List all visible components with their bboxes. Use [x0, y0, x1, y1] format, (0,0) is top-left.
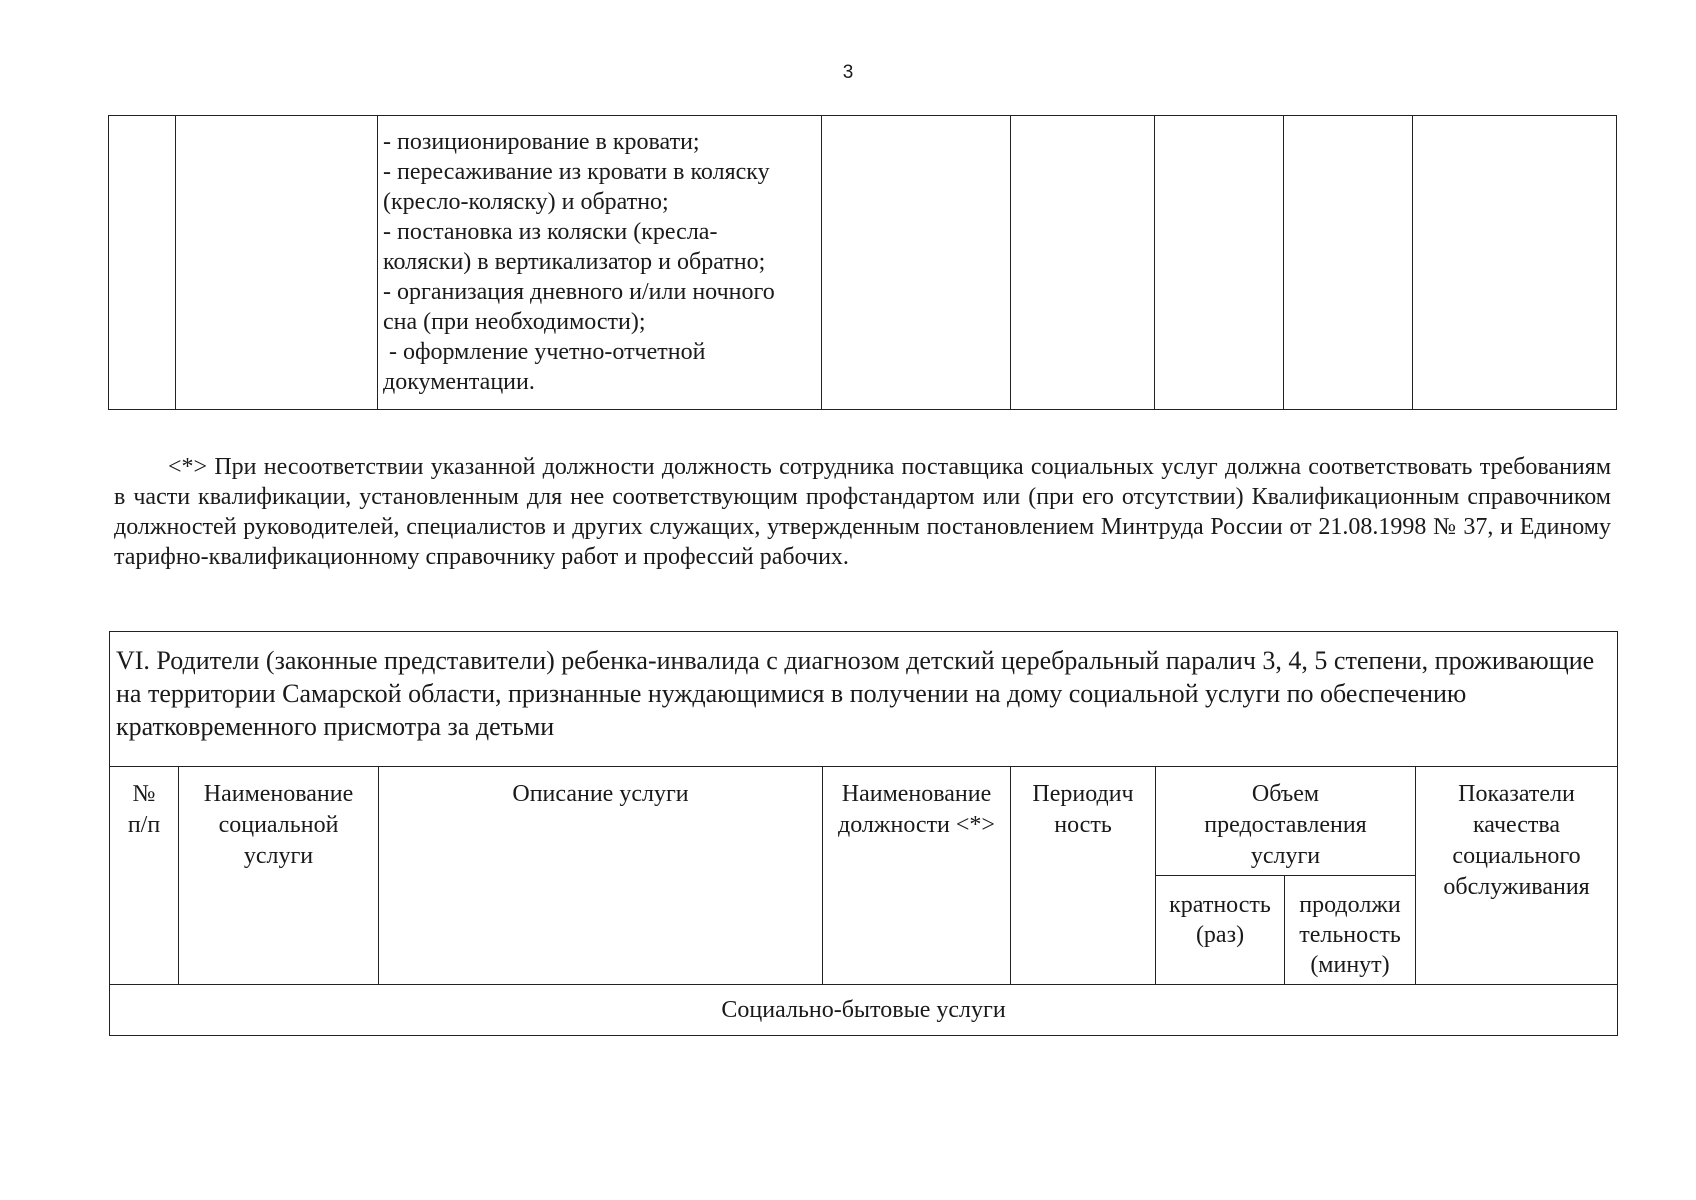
description-line: - оформление учетно-отчетной [383, 339, 706, 365]
description-line: - позиционирование в кровати; [383, 129, 700, 155]
continuation-num-cell [109, 116, 176, 410]
header-num-line: п/п [127, 812, 161, 838]
category-row [110, 985, 1618, 1036]
header-service-name [179, 767, 379, 985]
header-periodicity-line: ность [1054, 812, 1112, 838]
header-num-line: № [132, 781, 156, 807]
continuation-description-cell [378, 116, 822, 410]
header-service-name-line: социальной [218, 812, 339, 838]
header-quality-line: обслуживания [1443, 874, 1590, 900]
header-num [110, 767, 179, 985]
header-quality-line: качества [1472, 812, 1561, 838]
header-volume-line: услуги [1250, 843, 1321, 869]
header-duration-line: (минут) [1310, 952, 1390, 978]
header-volume-line: предоставления [1204, 812, 1367, 838]
header-volume [1156, 767, 1416, 876]
header-position [823, 767, 1011, 985]
header-row [110, 767, 1618, 876]
header-position-line: должности <*> [838, 812, 995, 838]
section-title: VI. Родители (законные представители) ребенка-инвалида с диагнозом детский церебральный паралич 3, 4, 5 степени, проживающие на территории Самарской области, признанные нуждающимися в получении на дому социальной услуги по обеспечению кратковременного присмотра за детьми [110, 632, 1618, 767]
continuation-name-cell [176, 116, 378, 410]
continuation-position-cell [822, 116, 1011, 410]
header-position-line: Наименование [841, 781, 992, 807]
section-title-row [110, 632, 1618, 767]
header-quality-line: социального [1452, 843, 1581, 869]
header-frequency-line: кратность [1169, 892, 1271, 918]
category-label: Социально-бытовые услуги [110, 985, 1618, 1036]
page-number: 3 [842, 62, 854, 83]
header-duration-line: продолжи [1299, 892, 1401, 918]
continuation-duration-cell [1284, 116, 1413, 410]
description-line: сна (при необходимости); [383, 309, 646, 335]
header-duration [1285, 876, 1416, 985]
continuation-quality-cell [1413, 116, 1617, 410]
section-table [109, 631, 1618, 1036]
header-duration-line: тельность [1299, 922, 1401, 948]
header-volume-line: Объем [1251, 781, 1320, 807]
footnote: <*> При несоответствии указанной должности должность сотрудника поставщика социальных услуг должна соответствовать требованиям в части квалификации, установленным для нее соответствующим профстандартом или (при его отсутствии) Квалификационным справочником должностей руководителей, специалистов и других служащих, утвержденным постановлением Минтруда России от 21.08.1998 № 37, и Единому тарифно-квалификационному справочнику работ и профессий рабочих. [114, 454, 1611, 570]
description-line: - пересаживание из кровати в коляску [383, 159, 770, 185]
header-quality-line: Показатели [1458, 781, 1575, 807]
description-line: документации. [383, 369, 535, 395]
description-lines [378, 116, 821, 397]
continuation-frequency-cell [1155, 116, 1284, 410]
continuation-row [109, 116, 1617, 410]
header-description: Описание услуги [379, 767, 823, 985]
description-line: коляски) в вертикализатор и обратно; [383, 249, 766, 275]
header-service-name-line: Наименование [203, 781, 354, 807]
continuation-periodicity-cell [1011, 116, 1155, 410]
description-line: (кресло-коляску) и обратно; [383, 189, 669, 215]
header-frequency-line: (раз) [1195, 922, 1245, 948]
header-frequency [1156, 876, 1285, 985]
description-line: - постановка из коляски (кресла- [383, 219, 718, 245]
header-quality [1416, 767, 1618, 985]
header-periodicity [1011, 767, 1156, 985]
header-service-name-line: услуги [243, 843, 314, 869]
description-line: - организация дневного и/или ночного [383, 279, 775, 305]
continuation-table [108, 115, 1617, 410]
header-periodicity-line: Периодич [1032, 781, 1134, 807]
